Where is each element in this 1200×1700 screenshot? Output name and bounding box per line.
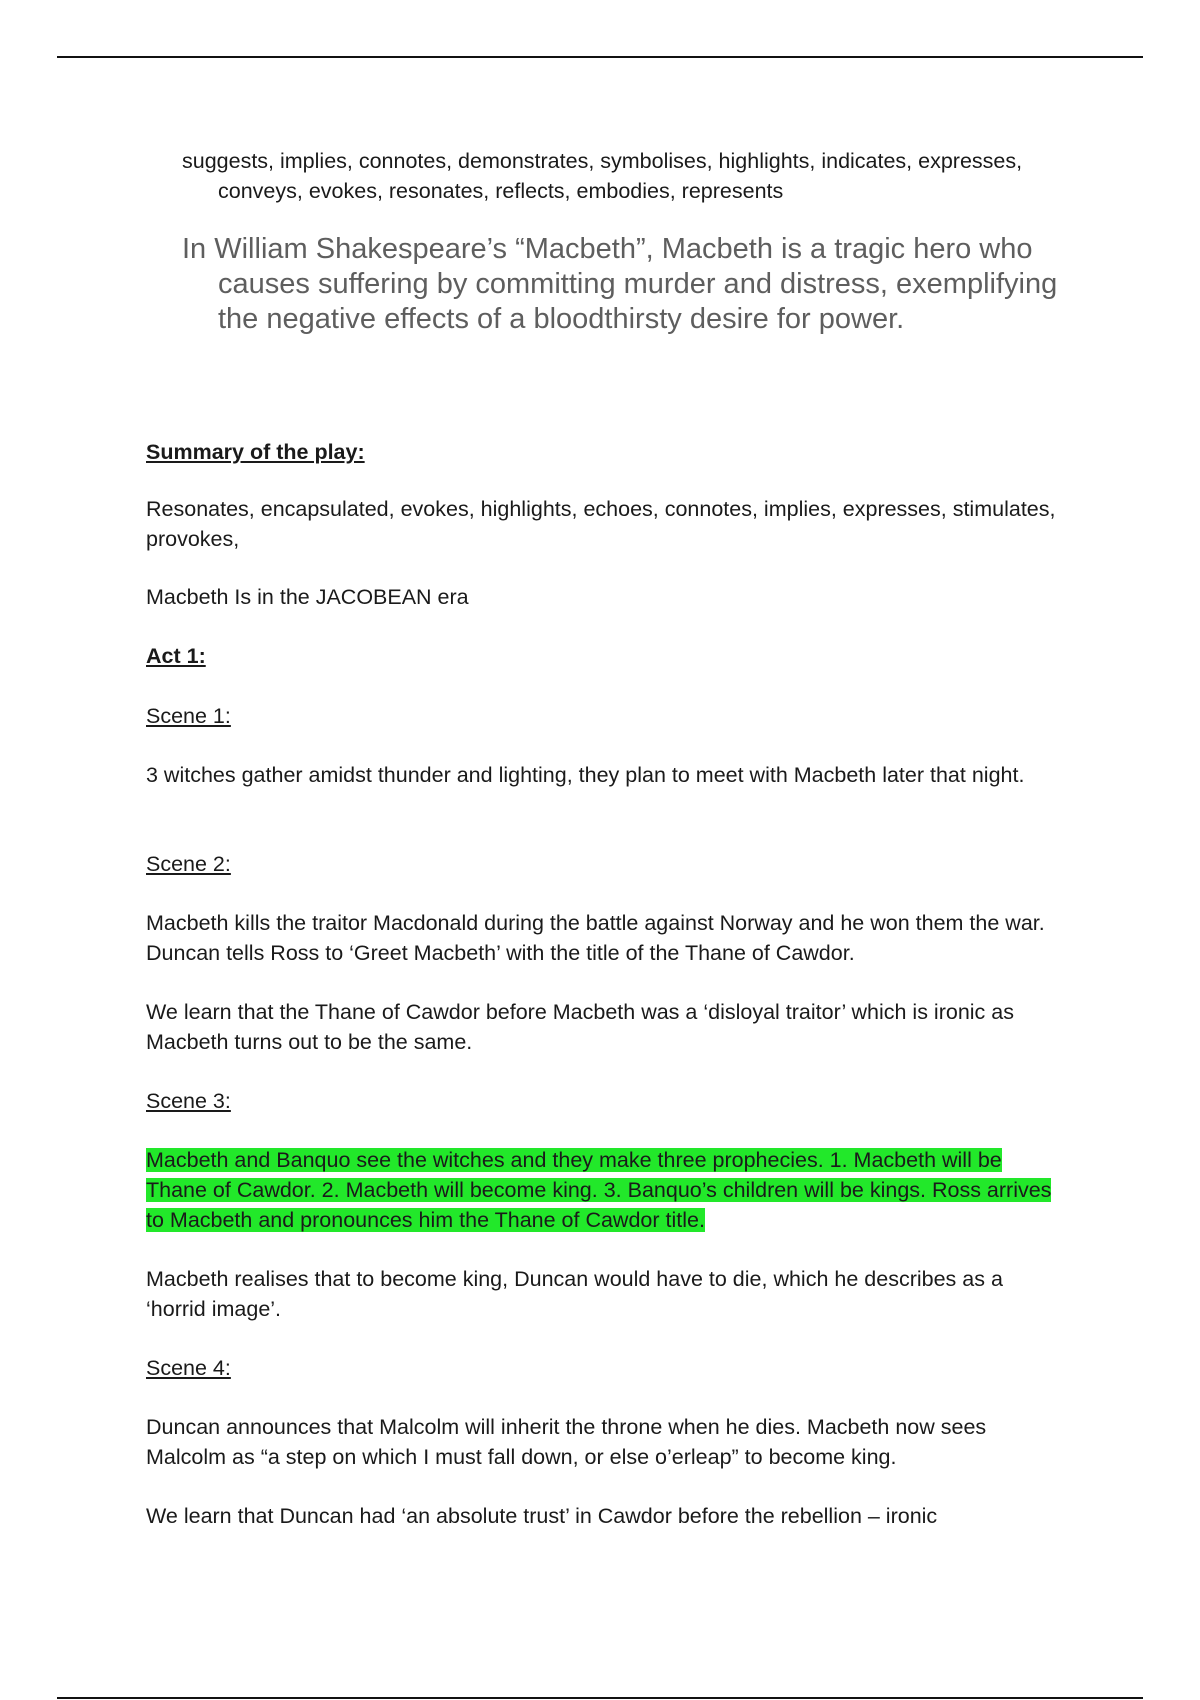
scene1-text: 3 witches gather amidst thunder and lighting, they plan to meet with Macbeth later that night. — [146, 763, 1025, 787]
era-line: Macbeth Is in the JACOBEAN era — [146, 585, 469, 609]
analysis-word-list: suggests, implies, connotes, demonstrates, symbolises, highlights, indicates, expresses, conveys, evokes, resonates, reflects, embodies, represents — [182, 149, 1023, 203]
scene2-text-2: We learn that the Thane of Cawdor before Macbeth was a ‘disloyal traitor’ which is ironic as Macbeth turns out to be the same. — [146, 1000, 1014, 1054]
scene3-highlighted-text: Macbeth and Banquo see the witches and they make three prophecies. 1. Macbeth will be Thane of Cawdor. 2. Macbeth will become king. 3. Banquo’s children will be kings. Ross arrives to Macbeth and pronounces him the Thane of Cawdor title. — [146, 1148, 1052, 1232]
scene2-text-1: Macbeth kills the traitor Macdonald during the battle against Norway and he won them the war. Duncan tells Ross to ‘Greet Macbeth’ with the title of the Thane of Cawdor. — [146, 911, 1045, 965]
scene4-text-1: Duncan announces that Malcolm will inherit the throne when he dies. Macbeth now sees Malcolm as “a step on which I must fall down, or else o’erleap” to become king. — [146, 1415, 987, 1469]
summary-word-list: Resonates, encapsulated, evokes, highlights, echoes, connotes, implies, expresses, stimulates, provokes, — [146, 497, 1056, 551]
thesis-statement: In William Shakespeare’s “Macbeth”, Macbeth is a tragic hero who causes suffering by committing murder and distress, exemplifying the negative effects of a bloodthirsty desire for power. — [182, 233, 1058, 335]
summary-heading: Summary of the play: — [146, 440, 365, 464]
scene3-text: Macbeth realises that to become king, Duncan would have to die, which he describes as a ‘horrid image’. — [146, 1267, 1003, 1321]
scene3-heading: Scene 3: — [146, 1089, 231, 1113]
scene4-text-2: We learn that Duncan had ‘an absolute trust’ in Cawdor before the rebellion – ironic — [146, 1504, 938, 1528]
scene1-heading: Scene 1: — [146, 704, 231, 728]
bottom-rule — [57, 1697, 1143, 1699]
act1-heading: Act 1: — [146, 644, 206, 668]
scene4-heading: Scene 4: — [146, 1356, 231, 1380]
scene2-heading: Scene 2: — [146, 852, 231, 876]
scene3-highlighted-paragraph — [146, 1145, 1066, 1235]
